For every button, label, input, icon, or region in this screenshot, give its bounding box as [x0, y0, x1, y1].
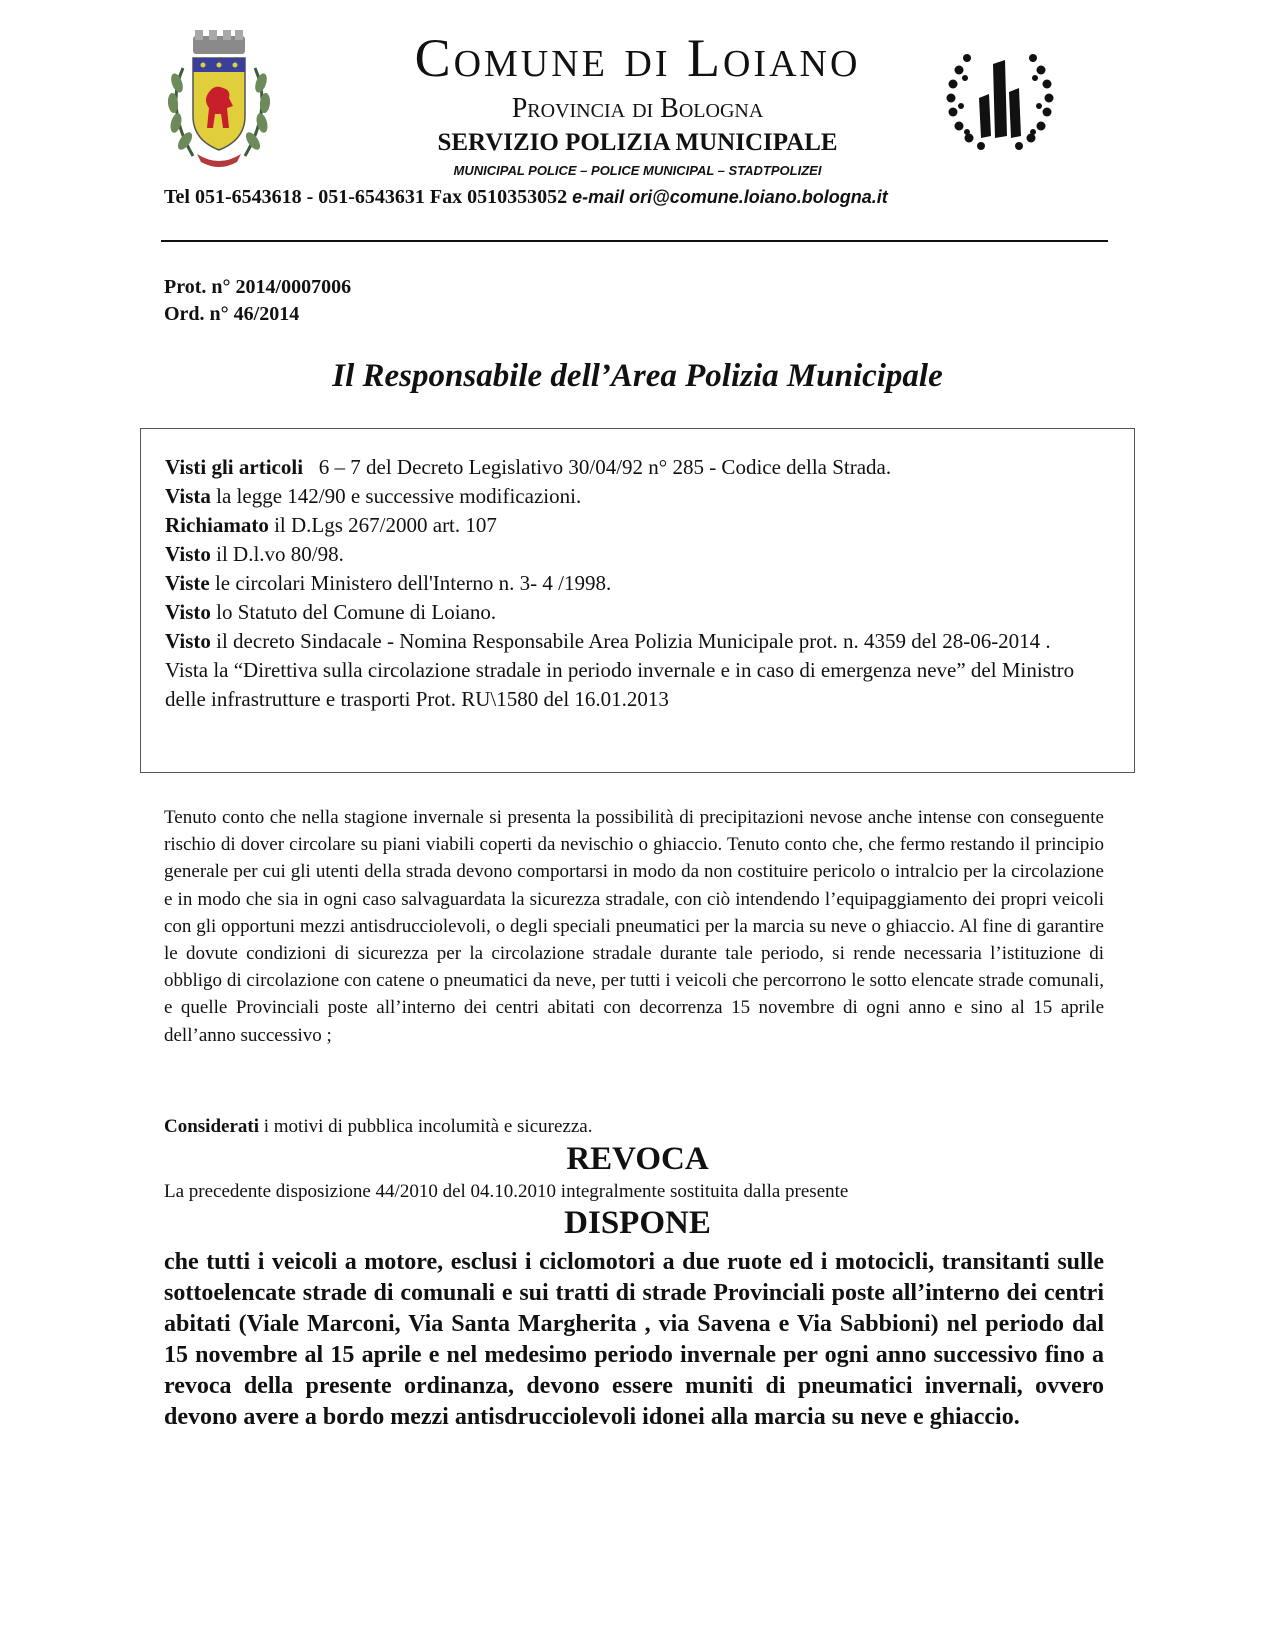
legal-reference-lead: Visto — [165, 542, 211, 566]
revoca-heading: REVOCA — [566, 1141, 709, 1177]
legal-reference-text: 6 – 7 del Decreto Legislativo 30/04/92 n° 285 - Codice della Strada. — [303, 455, 892, 479]
legal-reference-text: il decreto Sindacale - Nomina Responsabile Area Polizia Municipale prot. n. 4359 del 28-06-2014 . — [210, 629, 1051, 653]
email-address: e-mail ori@comune.loiano.bologna.it — [572, 187, 888, 207]
legal-reference-text: il D.l.vo 80/98. — [210, 542, 344, 566]
legal-reference-lead: Visto — [165, 600, 211, 624]
revoca-text: La precedente disposizione 44/2010 del 04.10.2010 integralmente sostituita dalla presente — [164, 1181, 849, 1202]
legal-reference-item — [165, 569, 1110, 598]
considerati-line — [164, 1114, 592, 1140]
legal-reference-item — [165, 453, 1110, 482]
protocol-block — [164, 274, 351, 328]
municipality-title: Comune di Loiano — [414, 28, 861, 88]
legal-reference-text: Vista la “Direttiva sulla circolazione stradale in periodo invernale e in caso di emergenza neve” del Ministro delle infrastrutture e trasporti Prot. RU\1580 del 16.01.2013 — [165, 658, 1080, 711]
considerati-lead: Considerati — [164, 1116, 259, 1137]
legal-references-box — [140, 428, 1135, 773]
province-name: Provincia di Bologna — [511, 93, 764, 124]
legal-reference-lead: Viste — [165, 571, 210, 595]
legal-reference-item — [165, 511, 1110, 540]
legal-reference-item — [165, 598, 1110, 627]
dispone-heading: DISPONE — [564, 1205, 711, 1241]
responsible-title: Il Responsabile dell’Area Polizia Municipale — [332, 358, 943, 394]
dispone-text: che tutti i veicoli a motore, esclusi i ciclomotori a due ruote ed i motocicli, transitanti sulle sottoelencate strade di comunali e sui tratti di strade Provinciali poste all’interno dei centri abitati (Viale Marconi, Via Santa Margherita , via Savena e Via Sabbioni) nel periodo dal 15 novembre al 15 aprile e nel medesimo periodo invernale per ogni anno successivo fino a revoca della presente ordinanza, devono essere muniti di pneumatici invernali, ovvero devono avere a bordo mezzi antisdrucciolevoli idonei alla marcia su neve e ghiaccio. — [164, 1249, 1104, 1430]
legal-reference-text: lo Statuto del Comune di Loiano. — [210, 600, 497, 624]
legal-reference-text: il D.Lgs 267/2000 art. 107 — [268, 513, 497, 537]
legal-references-list — [165, 453, 1110, 714]
phone-fax: Tel 051-6543618 - 051-6543631 Fax 0510353052 — [164, 186, 568, 208]
legal-reference-item — [165, 627, 1110, 656]
legal-reference-lead: Visto — [165, 629, 211, 653]
header-divider — [161, 240, 1108, 242]
legal-reference-text: le circolari Ministero dell'Interno n. 3- 4 /1998. — [209, 571, 612, 595]
municipal-crest-icon — [163, 28, 275, 168]
legal-reference-item — [165, 656, 1110, 714]
considerati-text: i motivi di pubblica incolumità e sicurezza. — [259, 1116, 593, 1137]
service-subtitle: MUNICIPAL POLICE – POLICE MUNICIPAL – STADTPOLIZEI — [453, 163, 822, 178]
legal-reference-lead: Vista — [165, 484, 211, 508]
legal-reference-item — [165, 540, 1110, 569]
ordinance-number: Ord. n° 46/2014 — [164, 303, 300, 325]
service-name: SERVIZIO POLIZIA MUNICIPALE — [437, 129, 838, 156]
protocol-number: Prot. n° 2014/0007006 — [164, 276, 352, 298]
legal-reference-text: la legge 142/90 e successive modificazioni. — [210, 484, 582, 508]
contact-line — [164, 184, 888, 210]
legal-reference-lead: Visti gli articoli — [165, 455, 304, 479]
legal-reference-item — [165, 482, 1110, 511]
legal-reference-lead: Richiamato — [165, 513, 269, 537]
body-paragraph: Tenuto conto che nella stagione invernale si presenta la possibilità di precipitazioni nevose anche intense con conseguente rischio di dover circolare su piani viabili coperti da nevischio o ghiaccio. Tenuto conto che, che fermo restando il principio generale per cui gli utenti della strada devono comportarsi in modo da non costituire pericolo o intralcio per la circolazione e in modo che sia in ogni caso salvaguardata la sicurezza stradale, con ciò intendendo l’equipaggiamento dei propri veicoli con gli opportuni mezzi antisdrucciolevoli, o degli speciali pneumatici per la marcia su neve o ghiaccio. Al fine di garantire le dovute condizioni di sicurezza per la circolazione stradale durante tale periodo, si rende necessaria l’istituzione di obbligo di circolazione con catene o pneumatici da neve, per tutti i veicoli che percorrono le sotto elencate strade comunali, e quelle Provinciali poste all’interno dei centri abitati con decorrenza 15 novembre di ogni anno e sino al 15 aprile dell’anno successivo ; — [164, 807, 1104, 1046]
